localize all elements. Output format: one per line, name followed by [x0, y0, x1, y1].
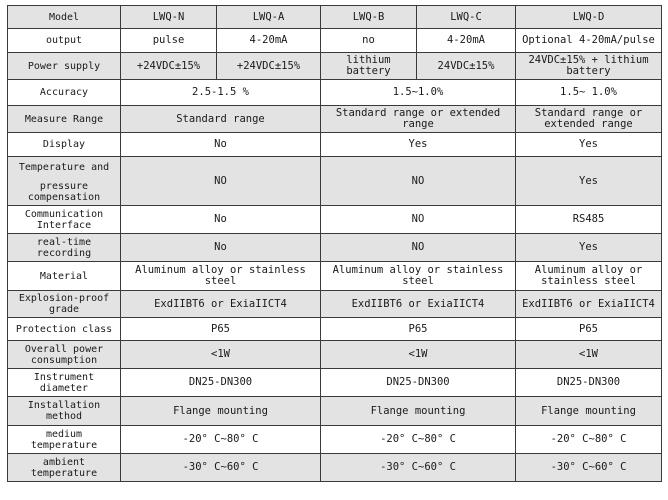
row-protection-class — [8, 318, 662, 341]
row-label: Explosion-proof grade — [8, 291, 121, 318]
row-label: Measure Range — [8, 106, 121, 133]
cell-lwq-b-c: Aluminum alloy or stainless steel — [321, 262, 516, 291]
cell-lwq-d: Yes — [516, 157, 662, 206]
cell-lwq-n-a: No — [121, 133, 321, 157]
cell-lwq-d: 1.5~ 1.0% — [516, 80, 662, 106]
row-installation-method — [8, 397, 662, 426]
cell-lwq-n-a: -30° C~60° C — [121, 454, 321, 482]
cell-lwq-d: Yes — [516, 234, 662, 262]
cell-lwq-b-c: P65 — [321, 318, 516, 341]
row-display — [8, 133, 662, 157]
row-label: Installation method — [8, 397, 121, 426]
cell-lwq-c: 4-20mA — [417, 29, 516, 53]
header-row — [8, 6, 662, 29]
cell-lwq-b-c: Standard range or extended range — [321, 106, 516, 133]
row-label: real-time recording — [8, 234, 121, 262]
row-label: Communication Interface — [8, 206, 121, 234]
row-label-line2: pressure compensation — [8, 179, 121, 206]
cell-lwq-n-a: No — [121, 234, 321, 262]
row-medium-temperature — [8, 426, 662, 454]
header-model: Model — [8, 6, 121, 29]
header-lwq-a: LWQ-A — [217, 6, 321, 29]
row-temp-pressure — [8, 157, 662, 179]
cell-lwq-d: 24VDC±15% + lithium battery — [516, 53, 662, 80]
row-instrument-diameter — [8, 369, 662, 397]
spec-table-container — [7, 5, 662, 482]
row-label: ambient temperature — [8, 454, 121, 482]
row-accuracy — [8, 80, 662, 106]
cell-lwq-d: DN25-DN300 — [516, 369, 662, 397]
cell-lwq-b-c: -20° C~80° C — [321, 426, 516, 454]
cell-lwq-d: Standard range or extended range — [516, 106, 662, 133]
cell-lwq-b-c: 1.5~1.0% — [321, 80, 516, 106]
row-explosion-proof — [8, 291, 662, 318]
cell-lwq-b-c: NO — [321, 157, 516, 206]
cell-lwq-b: no — [321, 29, 417, 53]
cell-lwq-d: -30° C~60° C — [516, 454, 662, 482]
cell-lwq-d: ExdIIBT6 or ExiaIICT4 — [516, 291, 662, 318]
cell-lwq-d: -20° C~80° C — [516, 426, 662, 454]
cell-lwq-a: +24VDC±15% — [217, 53, 321, 80]
cell-lwq-b-c: Yes — [321, 133, 516, 157]
cell-lwq-n-a: P65 — [121, 318, 321, 341]
header-lwq-b: LWQ-B — [321, 6, 417, 29]
row-communication — [8, 206, 662, 234]
cell-lwq-b: lithium battery — [321, 53, 417, 80]
row-power-supply — [8, 53, 662, 80]
header-lwq-d: LWQ-D — [516, 6, 662, 29]
row-power-consumption — [8, 341, 662, 369]
cell-lwq-n-a: DN25-DN300 — [121, 369, 321, 397]
row-label: Display — [8, 133, 121, 157]
header-lwq-n: LWQ-N — [121, 6, 217, 29]
cell-lwq-n-a: Flange mounting — [121, 397, 321, 426]
cell-lwq-n: pulse — [121, 29, 217, 53]
cell-lwq-n-a: NO — [121, 157, 321, 206]
row-label: Overall power consumption — [8, 341, 121, 369]
cell-lwq-b-c: DN25-DN300 — [321, 369, 516, 397]
row-material — [8, 262, 662, 291]
row-ambient-temperature — [8, 454, 662, 482]
row-label: output — [8, 29, 121, 53]
cell-lwq-b-c: ExdIIBT6 or ExiaIICT4 — [321, 291, 516, 318]
row-label: Accuracy — [8, 80, 121, 106]
row-label: medium temperature — [8, 426, 121, 454]
cell-lwq-n-a: Aluminum alloy or stainless steel — [121, 262, 321, 291]
cell-lwq-n: +24VDC±15% — [121, 53, 217, 80]
row-measure-range — [8, 106, 662, 133]
cell-lwq-d: Yes — [516, 133, 662, 157]
row-output — [8, 29, 662, 53]
row-label-line1: Temperature and — [8, 157, 121, 179]
cell-lwq-d: Optional 4-20mA/pulse — [516, 29, 662, 53]
row-label: Protection class — [8, 318, 121, 341]
row-label: Instrument diameter — [8, 369, 121, 397]
cell-lwq-n-a: ExdIIBT6 or ExiaIICT4 — [121, 291, 321, 318]
cell-lwq-n-a: Standard range — [121, 106, 321, 133]
specification-table — [7, 5, 662, 482]
cell-lwq-d: P65 — [516, 318, 662, 341]
cell-lwq-b-c: <1W — [321, 341, 516, 369]
cell-lwq-n-a: 2.5-1.5 % — [121, 80, 321, 106]
cell-lwq-c: 24VDC±15% — [417, 53, 516, 80]
cell-lwq-n-a: <1W — [121, 341, 321, 369]
row-realtime-recording — [8, 234, 662, 262]
cell-lwq-d: Aluminum alloy or stainless steel — [516, 262, 662, 291]
cell-lwq-a: 4-20mA — [217, 29, 321, 53]
cell-lwq-d: <1W — [516, 341, 662, 369]
cell-lwq-b-c: NO — [321, 234, 516, 262]
row-label: Power supply — [8, 53, 121, 80]
cell-lwq-n-a: -20° C~80° C — [121, 426, 321, 454]
cell-lwq-n-a: No — [121, 206, 321, 234]
cell-lwq-b-c: -30° C~60° C — [321, 454, 516, 482]
cell-lwq-b-c: NO — [321, 206, 516, 234]
header-lwq-c: LWQ-C — [417, 6, 516, 29]
cell-lwq-d: RS485 — [516, 206, 662, 234]
row-label: Material — [8, 262, 121, 291]
cell-lwq-d: Flange mounting — [516, 397, 662, 426]
cell-lwq-b-c: Flange mounting — [321, 397, 516, 426]
